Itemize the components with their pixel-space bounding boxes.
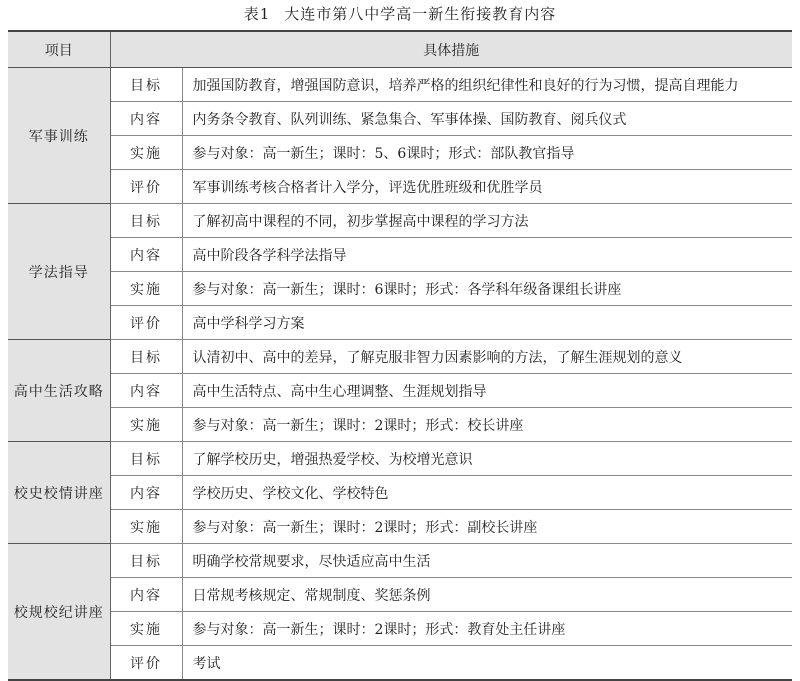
row-label: 内容 [110, 102, 182, 136]
row-text: 高中生活特点、高中生心理调整、生涯规划指导 [182, 374, 792, 408]
row-text: 高中阶段各学科学法指导 [182, 238, 792, 272]
row-text: 参与对象：高一新生；课时：2课时；形式：副校长讲座 [182, 510, 792, 544]
row-label: 实施 [110, 510, 182, 544]
row-text: 学校历史、学校文化、学校特色 [182, 476, 792, 510]
row-label: 评价 [110, 646, 182, 681]
row-text: 高中学科学习方案 [182, 306, 792, 340]
row-text: 认清初中、高中的差异，了解克服非智力因素影响的方法，了解生涯规划的意义 [182, 340, 792, 374]
row-text: 参与对象：高一新生；课时：5、6课时；形式：部队教官指导 [182, 136, 792, 170]
table-row [8, 340, 792, 374]
table-row [8, 510, 792, 544]
category-cell: 高中生活攻略 [8, 340, 110, 442]
row-label: 内容 [110, 578, 182, 612]
table-title: 大连市第八中学高一新生衔接教育内容 [284, 5, 557, 23]
row-text: 了解学校历史，增强热爱学校、为校增光意识 [182, 442, 792, 476]
table-row [8, 306, 792, 340]
row-label: 实施 [110, 612, 182, 646]
row-label: 评价 [110, 306, 182, 340]
table-row [8, 476, 792, 510]
row-label: 目标 [110, 68, 182, 102]
row-label: 实施 [110, 408, 182, 442]
table-row [8, 612, 792, 646]
row-label: 目标 [110, 544, 182, 578]
table-row [8, 170, 792, 204]
measures-table [8, 30, 792, 681]
table-row [8, 578, 792, 612]
row-text: 参与对象：高一新生；课时：6课时；形式：各学科年级备课组长讲座 [182, 272, 792, 306]
row-label: 评价 [110, 170, 182, 204]
row-label: 内容 [110, 374, 182, 408]
row-label: 内容 [110, 476, 182, 510]
row-label: 目标 [110, 442, 182, 476]
table-row [8, 136, 792, 170]
row-label: 目标 [110, 204, 182, 238]
category-cell: 校史校情讲座 [8, 442, 110, 544]
row-text: 日常规考核规定、常规制度、奖惩条例 [182, 578, 792, 612]
row-text: 军事训练考核合格者计入学分，评选优胜班级和优胜学员 [182, 170, 792, 204]
row-text: 了解初高中课程的不同，初步掌握高中课程的学习方法 [182, 204, 792, 238]
category-cell: 校规校纪讲座 [8, 544, 110, 681]
category-cell: 军事训练 [8, 68, 110, 204]
row-label: 实施 [110, 272, 182, 306]
row-label: 实施 [110, 136, 182, 170]
category-cell: 学法指导 [8, 204, 110, 340]
table-row [8, 102, 792, 136]
header-row [8, 31, 792, 68]
row-label: 目标 [110, 340, 182, 374]
table-row [8, 408, 792, 442]
row-label: 内容 [110, 238, 182, 272]
table-caption [0, 0, 800, 28]
header-project: 项目 [8, 31, 110, 68]
row-text: 加强国防教育，增强国防意识，培养严格的组织纪律性和良好的行为习惯，提高自理能力 [182, 68, 792, 102]
row-text: 内务条令教育、队列训练、紧急集合、军事体操、国防教育、阅兵仪式 [182, 102, 792, 136]
row-text: 考试 [182, 646, 792, 681]
table-number: 表1 [243, 5, 271, 23]
row-text: 参与对象：高一新生；课时：2课时；形式：教育处主任讲座 [182, 612, 792, 646]
table-row [8, 238, 792, 272]
table-row [8, 374, 792, 408]
table-row [8, 646, 792, 681]
table-row [8, 442, 792, 476]
table-row [8, 204, 792, 238]
table-row [8, 544, 792, 578]
row-text: 参与对象：高一新生；课时：2课时；形式：校长讲座 [182, 408, 792, 442]
table-row [8, 272, 792, 306]
header-measures: 具体措施 [110, 31, 792, 68]
row-text: 明确学校常规要求，尽快适应高中生活 [182, 544, 792, 578]
table-body [8, 68, 792, 681]
table-row [8, 68, 792, 102]
